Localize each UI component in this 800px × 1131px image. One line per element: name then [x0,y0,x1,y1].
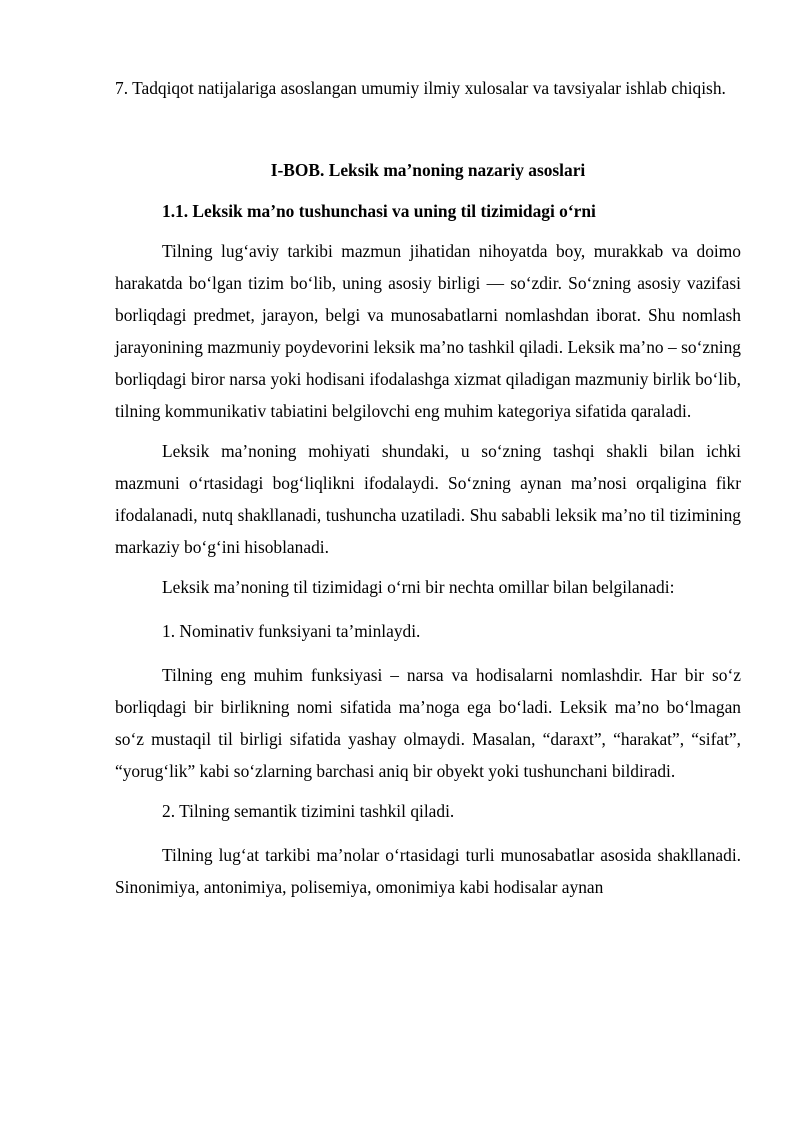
numbered-point-1: 1. Nominativ funksiyani ta’minlaydi. [162,621,421,641]
paragraph-1: Tilning lug‘aviy tarkibi mazmun jihatidan nihoyatda boy, murakkab va doimo harakatda bo‘lgan tizim bo‘lib, uning asosiy birligi — so‘zdir. So‘zning asosiy vazifasi borliqdagi predmet, jarayon, belgi va munosabatlarni nomlashdan iborat. Shu nomlash jarayonining mazmuniy poydevorini leksik ma’no tashkil qiladi. Leksik ma’no – so‘zning borliqdagi biror narsa yoki hodisani ifodalashga xizmat qiladigan mazmuniy birlik bo‘lib, tilning kommunikativ tabiatini belgilovchi eng muhim kategoriya sifatida qaraladi. [115,241,741,421]
numbered-point-2: 2. Tilning semantik tizimini tashkil qiladi. [162,801,455,821]
paragraph-5: Tilning lug‘at tarkibi ma’nolar o‘rtasidagi turli munosabatlar asosida shakllanadi. Sinonimiya, antonimiya, polisemiya, omonimiya kabi hodisalar aynan [115,845,741,897]
paragraph-3: Leksik ma’noning til tizimidagi o‘rni bir nechta omillar bilan belgilanadi: [162,577,675,597]
intro-list-item: 7. Tadqiqot natijalariga asoslangan umumiy ilmiy xulosalar va tavsiyalar ishlab chiqish. [115,78,726,98]
paragraph-2: Leksik ma’noning mohiyati shundaki, u so‘zning tashqi shakli bilan ichki mazmuni o‘rtasidagi bog‘liqlikni ifodalaydi. So‘zning aynan ma’nosi orqaligina fikr ifodalanadi, nutq shakllanadi, tushuncha uzatiladi. Shu sababli leksik ma’no til tizimining markaziy bo‘g‘ini hisoblanadi. [115,441,741,557]
chapter-title: I-BOB. Leksik ma’noning nazariy asoslari [270,160,586,180]
section-title: 1.1. Leksik ma’no tushunchasi va uning til tizimidagi o‘rni [162,201,596,221]
paragraph-4: Tilning eng muhim funksiyasi – narsa va hodisalarni nomlashdir. Har bir so‘z borliqdagi bir birlikning nomi sifatida ma’noga ega bo‘ladi. Leksik ma’no bo‘lmagan so‘z mustaqil til birligi sifatida yashay olmaydi. Masalan, “daraxt”, “harakat”, “sifat”, “yorug‘lik” kabi so‘zlarning barchasi aniq bir obyekt yoki tushunchani bildiradi. [115,665,741,781]
document-body [115,72,741,903]
